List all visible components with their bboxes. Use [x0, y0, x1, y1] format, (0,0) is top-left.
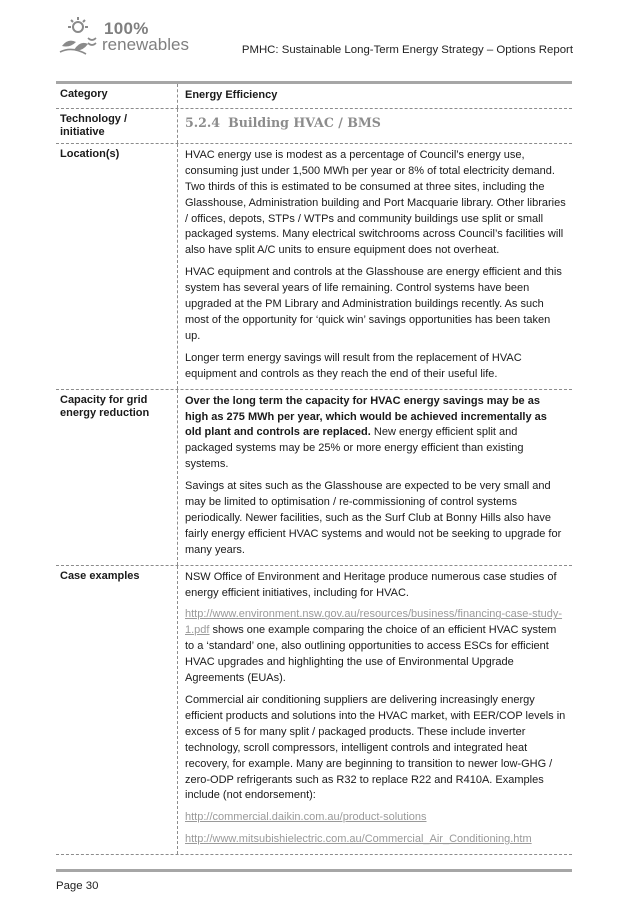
- location-paragraph: HVAC energy use is modest as a percentage of Council’s energy use, consuming just under 1,500 MWh per year or 8% of total electricity demand. Two thirds of this is estimated to be consumed at three sites, including the Glasshouse, Administration building and Port Macquarie library. Other libraries / offices, depots, STPs / WTPs and community buildings use split or small packaged systems. Many electrical switchrooms across Council’s facilities will also have split A/C units to ensure equipment does not overheat.: [185, 148, 566, 257]
- location-paragraph: Longer term energy savings will result from the replacement of HVAC equipment and controls as they reach the end of their useful life.: [185, 351, 522, 380]
- category-header: Category: [56, 84, 178, 108]
- case-study-link[interactable]: http://www.environment.nsw.gov.au/resources/business/financing-case-study-1.pdf: [185, 608, 563, 637]
- technology-label: Technology / initiative: [56, 109, 178, 143]
- report-title: PMHC: Sustainable Long-Term Energy Strategy – Options Report: [241, 44, 573, 56]
- section-title: Building HVAC / BMS: [228, 114, 381, 130]
- capacity-text: New energy efficient split and packaged systems may be 25% or more energy efficient than existing systems.: [185, 426, 524, 471]
- footer-rule: [56, 869, 572, 872]
- location-row: [56, 144, 572, 390]
- company-logo: [58, 16, 208, 60]
- sun-leaf-icon: [58, 16, 102, 60]
- page-number: Page 30: [56, 880, 99, 892]
- capacity-paragraph: [185, 394, 566, 474]
- daikin-link[interactable]: http://commercial.daikin.com.au/product-solutions: [185, 811, 427, 824]
- case-examples-label: Case examples: [56, 566, 178, 855]
- page-header: [58, 14, 573, 62]
- case-paragraph: [185, 607, 566, 687]
- location-label: Location(s): [56, 144, 178, 389]
- case-examples-row: [56, 566, 572, 856]
- case-paragraph: NSW Office of Environment and Heritage produce numerous case studies of energy efficient initiatives, including for HVAC.: [185, 570, 557, 599]
- technology-row: [56, 109, 572, 144]
- mitsubishi-link[interactable]: http://www.mitsubishielectric.com.au/Commercial_Air_Conditioning.htm: [185, 833, 532, 846]
- location-paragraph: HVAC equipment and controls at the Glasshouse are energy efficient and this system has several years of life remaining. Control systems have been upgraded at the PM Library and Administration buildings recently. As such most of the opportunity for ‘quick win’ savings opportunities has been taken up.: [185, 266, 562, 342]
- case-study-text: shows one example comparing the choice of an efficient HVAC system to a ‘standard’ one, also outlining opportunities to access ESCs for efficient HVAC upgrades and highlighting the use of Environmental Upgrade Agreements (EUAs).: [185, 624, 557, 685]
- capacity-row: [56, 390, 572, 566]
- logo-text-100: 100%: [104, 19, 149, 38]
- capacity-highlight: Over the long term the capacity for HVAC energy savings may be as high as 275 MWh per year, which would be achieved incrementally as old plant and controls are replaced.: [185, 394, 547, 439]
- category-value: Energy Efficiency: [185, 89, 278, 101]
- section-number: 5.2.4: [185, 114, 221, 130]
- logo-text-renewables: renewables: [102, 35, 189, 54]
- options-table: [56, 81, 572, 855]
- section-heading: [185, 113, 566, 131]
- table-header-row: [56, 84, 572, 109]
- case-paragraph: Commercial air conditioning suppliers are delivering increasingly energy efficient products and solutions into the HVAC market, with EER/COP levels in excess of 5 for many split / packaged products. These include inverter technology, scroll compressors, intelligent controls and integrated heat recovery, for example. Many are beginning to transition to newer low-GHG / zero-ODP refrigerants such as R32 to replace R22 and R410A. Examples include (not endorsement):: [185, 694, 566, 802]
- capacity-label: Capacity for grid energy reduction: [56, 390, 178, 565]
- capacity-paragraph: Savings at sites such as the Glasshouse are expected to be very small and may be limited to optimisation / re-commissioning of control systems periodically. Newer facilities, such as the Surf Club at Bonny Hills also have fairly energy efficient HVAC systems and would not be seeking to upgrade for many years.: [185, 480, 562, 556]
